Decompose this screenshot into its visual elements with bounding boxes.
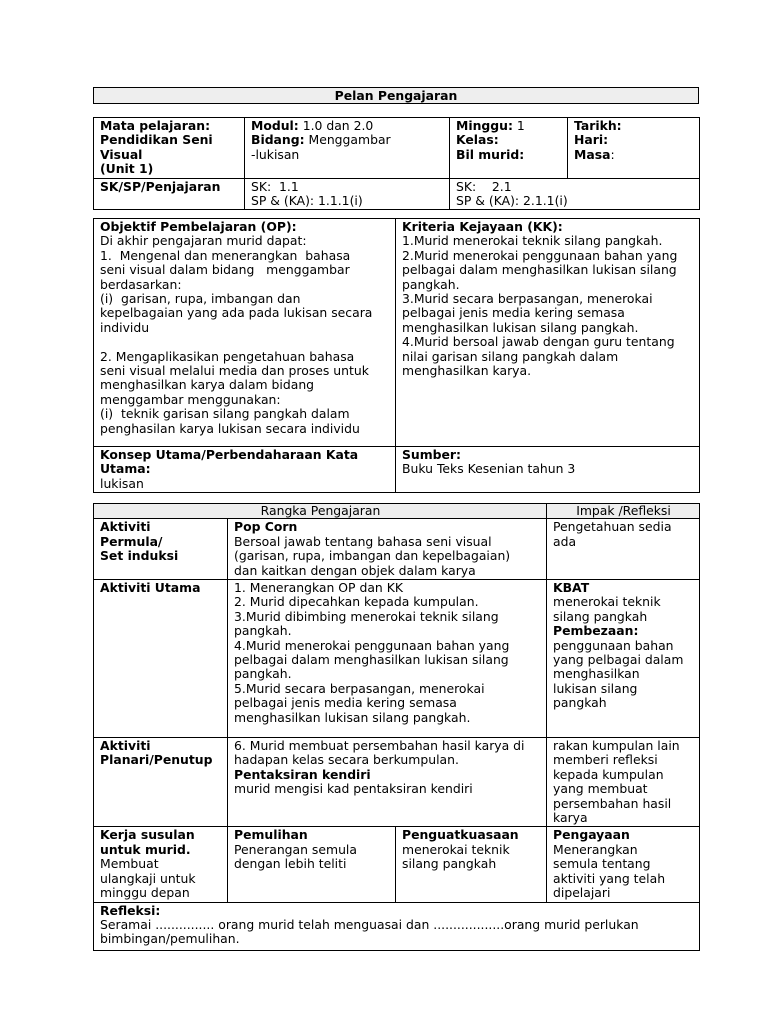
susulan-label-line: untuk murid. (100, 841, 191, 857)
sp-2: SP & (KA): 2.1.1(i) (456, 193, 568, 209)
modul-label: Modul: (251, 118, 299, 133)
utama-label-cell (94, 580, 228, 738)
kbat-lines-line: silang pangkah (553, 608, 648, 624)
susulan-lines-line: minggu depan (100, 885, 190, 901)
penutup-label-line: Aktiviti (100, 738, 151, 754)
pengayaan-label: Pengayaan (553, 827, 630, 843)
impak-header: Impak /Refleksi (547, 504, 700, 519)
kriteria-lines-line: nilai garisan silang pangkah dalam (402, 348, 619, 364)
utama-lines-line: 4.Murid menerokai penggunaan bahan yang (234, 637, 510, 653)
penguatkuasaan-lines-line: menerokai teknik (402, 841, 510, 857)
tarikh-label: Tarikh: (574, 118, 622, 133)
kriteria-lines-line: menghasilkan karya. (402, 363, 532, 379)
penutup-impak (547, 738, 700, 827)
mata-pelajaran-line4: (Unit 1) (100, 161, 154, 177)
objektif-lines-line: seni visual dalam bidang menggambar (100, 262, 350, 278)
modul-value: 1.0 dan 2.0 (298, 118, 374, 133)
utama-impak (547, 580, 700, 738)
mata-pelajaran-label: Mata pelajaran: (100, 118, 211, 133)
kriteria-heading: Kriteria Kejayaan (KK): (402, 219, 563, 234)
penutup-impak-line: yang membuat (553, 781, 648, 797)
minggu-label: Minggu: (456, 118, 513, 133)
penutup-label-cell (94, 738, 228, 827)
rangka-header: Rangka Pengajaran (94, 504, 547, 519)
bidang-value: Menggambar (304, 132, 391, 148)
kriteria-lines-line: menghasilkan lukisan silang pangkah. (402, 319, 639, 335)
minggu-cell (450, 118, 568, 179)
utama-lines-line: menghasilkan lukisan silang pangkah. (234, 709, 471, 725)
pengayaan-lines-line: dipelajari (553, 885, 611, 901)
utama-lines-line: pangkah. (234, 666, 292, 682)
pemulihan-label: Pemulihan (234, 827, 308, 843)
masa-colon: : (610, 146, 615, 162)
pengayaan-cell (547, 827, 700, 902)
objektif-cell (94, 219, 396, 447)
pentaksiran-value: murid mengisi kad pentaksiran kendiri (234, 781, 473, 797)
pengayaan-lines-line: aktiviti yang telah (553, 870, 666, 886)
objektif-lines-line (100, 335, 390, 349)
objektif-lines-line: menggambar menggunakan: (100, 391, 281, 407)
kriteria-text (402, 234, 694, 378)
susulan-label-line: Kerja susulan (100, 827, 195, 843)
pembezaan-lines-line: yang pelbagai dalam (553, 652, 684, 668)
konsep-value: lukisan (100, 475, 144, 491)
info-table (93, 117, 700, 210)
susulan-cell (94, 827, 228, 902)
utama-lines-line: 2. Murid dipecahkan kepada kumpulan. (234, 594, 479, 610)
penutup-impak-line: kepada kumpulan (553, 766, 664, 782)
kriteria-lines-line: pangkah. (402, 276, 460, 292)
utama-lines-line: 5.Murid secara berpasangan, menerokai (234, 680, 485, 696)
permula-lines-line: Bersoal jawab tentang bahasa seni visual (234, 533, 492, 549)
bidang-value-2: -lukisan (251, 146, 300, 162)
pop-corn-title: Pop Corn (234, 519, 298, 535)
objektif-lines-line: 2. Mengaplikasikan pengetahuan bahasa (100, 348, 355, 364)
mata-pelajaran-cell (94, 118, 245, 179)
objektif-lines-line: (i) garisan, rupa, imbangan dan (100, 291, 301, 307)
tarikh-cell (568, 118, 700, 179)
pembezaan-label: Pembezaan: (553, 623, 639, 639)
sk-2: SK: 2.1 (456, 178, 512, 194)
refleksi-cell (94, 902, 700, 950)
permula-impak-line: Pengetahuan sedia (553, 519, 672, 535)
penguatkuasaan-cell (396, 827, 547, 902)
permula-lines-line: (garisan, rupa, imbangan dan kepelbagaian) (234, 548, 511, 564)
pengayaan-lines-line: Menerangkan (553, 841, 638, 857)
bil-murid-label: Bil murid: (456, 146, 525, 162)
penutup-impak-line: memberi refleksi (553, 752, 658, 768)
permula-label-line: Aktiviti (100, 519, 151, 535)
pentaksiran-label: Pentaksiran kendiri (234, 766, 371, 782)
permula-label-line: Permula/ (100, 533, 163, 549)
penguatkuasaan-label: Penguatkuasaan (402, 827, 519, 843)
susulan-lines-line: ulangkaji untuk (100, 870, 196, 886)
masa-label: Masa (574, 146, 611, 162)
kriteria-lines-line: pelbagai dalam menghasilkan lukisan silang (402, 262, 677, 278)
utama-lines-line: pangkah. (234, 623, 292, 639)
refleksi-line-1: Seramai ............... orang murid telah menguasai dan ..................orang murid perlukan (100, 916, 639, 932)
kelas-label: Kelas: (456, 132, 499, 148)
utama-lines-line: 3.Murid dibimbing menerokai teknik silang (234, 608, 499, 624)
sp-1: SP & (KA): 1.1.1(i) (251, 193, 363, 209)
kriteria-cell (396, 219, 700, 447)
objektif-lines-line: berdasarkan: (100, 276, 182, 292)
penutup-impak-line: persembahan hasil (553, 795, 672, 811)
mata-pelajaran-line3: Visual (100, 146, 143, 162)
konsep-heading-2: Utama: (100, 461, 151, 477)
objektif-lines-line: Di akhir pengajaran murid dapat: (100, 233, 307, 249)
susulan-lines-line: Membuat (100, 856, 159, 872)
penutup-lines-line: 6. Murid membuat persembahan hasil karya di (234, 738, 525, 754)
bidang-label: Bidang: (251, 132, 305, 148)
sumber-heading: Sumber: (402, 447, 461, 462)
kriteria-lines-line: 4.Murid bersoal jawab dengan guru tentang (402, 334, 675, 350)
pengayaan-lines-line: semula tentang (553, 856, 651, 872)
pemulihan-lines-line: dengan lebih teliti (234, 856, 347, 872)
sumber-value: Buku Teks Kesenian tahun 3 (402, 461, 576, 477)
mata-pelajaran-line2: Pendidikan Seni (100, 132, 213, 148)
permula-label-cell (94, 519, 228, 580)
objektif-lines-line: 1. Mengenal dan menerangkan bahasa (100, 247, 351, 263)
objektif-lines-line: individu (100, 319, 150, 335)
objektif-lines-line: (i) teknik garisan silang pangkah dalam (100, 406, 350, 422)
kriteria-lines-line: 3.Murid secara berpasangan, menerokai (402, 291, 653, 307)
aktiviti-utama-label: Aktiviti Utama (100, 580, 201, 596)
utama-content (228, 580, 547, 738)
kbat-lines-line: menerokai teknik (553, 594, 661, 610)
objektif-lines-line: penghasilan karya lukisan secara individu (100, 420, 360, 436)
penutup-content (228, 738, 547, 827)
pemulihan-cell (228, 827, 396, 902)
sk-sp-label: SK/SP/Penjajaran (100, 178, 221, 194)
refleksi-line-2: bimbingan/pemulihan. (100, 931, 240, 947)
pembezaan-lines-line: lukisan silang (553, 680, 638, 696)
penutup-lines-line: hadapan kelas secara berkumpulan. (234, 752, 459, 768)
objektif-lines-line: seni visual melalui media dan proses untuk (100, 363, 369, 379)
pembezaan-lines-line: menghasilkan (553, 666, 640, 682)
modul-cell (245, 118, 450, 179)
penguatkuasaan-lines-line: silang pangkah (402, 856, 497, 872)
permula-label-line: Set induksi (100, 548, 179, 564)
hari-label: Hari: (574, 132, 609, 148)
permula-content (228, 519, 547, 580)
kriteria-lines-line: 2.Murid menerokai penggunaan bahan yang (402, 247, 678, 263)
refleksi-label: Refleksi: (100, 902, 161, 918)
permula-lines-line: dan kaitkan dengan objek dalam karya (234, 562, 476, 578)
utama-lines-line: 1. Menerangkan OP dan KK (234, 580, 403, 596)
permula-impak (547, 519, 700, 580)
minggu-value: 1 (512, 118, 525, 133)
objektif-lines-line: kepelbagaian yang ada pada lukisan secara (100, 305, 373, 321)
pembezaan-lines-line: pangkah (553, 695, 607, 711)
penutup-label-line: Planari/Penutup (100, 752, 213, 768)
objektif-lines-line: menghasilkan karya dalam bidang (100, 377, 315, 393)
permula-impak-line: ada (553, 533, 577, 549)
penutup-impak-line: karya (553, 810, 588, 826)
rangka-table (93, 503, 700, 951)
konsep-cell (94, 447, 396, 493)
sk-1: SK: 1.1 (251, 178, 299, 194)
kbat-label: KBAT (553, 580, 590, 596)
kriteria-lines-line: pelbagai jenis media kering semasa (402, 305, 625, 321)
objectives-table (93, 218, 700, 493)
page-title: Pelan Pengajaran (93, 87, 699, 104)
sumber-cell (396, 447, 700, 493)
pembezaan-lines-line: penggunaan bahan (553, 637, 674, 653)
objektif-heading: Objektif Pembelajaran (OP): (100, 219, 297, 234)
kriteria-lines-line: 1.Murid menerokai teknik silang pangkah. (402, 233, 663, 249)
pemulihan-lines-line: Penerangan semula (234, 841, 357, 857)
objektif-text (100, 234, 390, 436)
penutup-impak-line: rakan kumpulan lain (553, 738, 680, 754)
utama-lines-line: pelbagai dalam menghasilkan lukisan silang (234, 652, 509, 668)
konsep-heading: Konsep Utama/Perbendaharaan Kata (100, 447, 359, 462)
utama-lines-line: pelbagai jenis media kering semasa (234, 695, 457, 711)
